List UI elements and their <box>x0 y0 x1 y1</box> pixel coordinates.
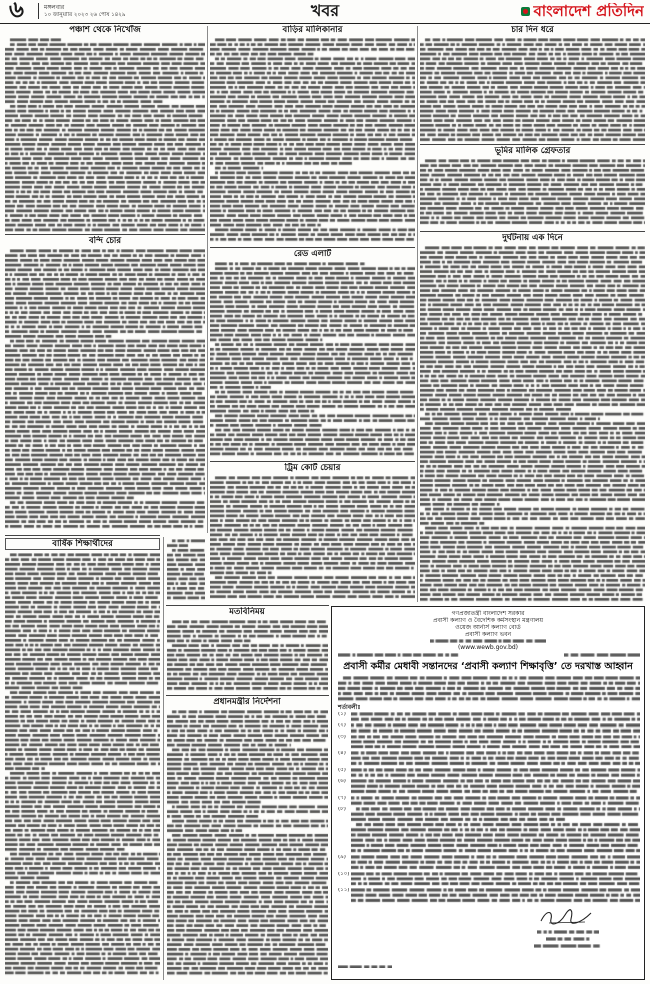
ad-date <box>564 653 640 657</box>
article-body <box>167 539 205 602</box>
article-body <box>420 159 645 228</box>
ad-title: প্রবাসী কর্মীর মেধাবী সন্তানদের ‘প্রবাসী কল্যাণ শিক্ষাবৃত্তি’ তে দরখাস্ত আহ্বান <box>343 661 633 672</box>
ad-board: ওয়েজ আর্নার্স কল্যাণ বোর্ড <box>455 624 521 631</box>
condition-item <box>338 855 640 871</box>
ad-conditions-list <box>338 712 640 905</box>
headline: প্রধানমন্ত্রীর নির্দেশনা <box>213 697 281 707</box>
ad-government: গণপ্রজাতন্ত্রী বাংলাদেশ সরকার <box>451 610 525 617</box>
condition-item <box>338 872 640 888</box>
condition-number: (৩) <box>338 734 346 740</box>
headline: বার্ষিক শিক্ষার্থীদের <box>5 538 160 550</box>
article-body <box>210 476 415 602</box>
section-title: খবর <box>310 1 340 20</box>
signatory-office <box>534 944 602 948</box>
logo-emblem-icon <box>521 7 530 16</box>
headline: চার দিন ধরে <box>511 25 554 35</box>
headline: বাড়ির মালিকানার <box>282 25 343 35</box>
article-rule <box>210 247 415 248</box>
column-rule <box>207 26 208 533</box>
article-body <box>167 710 328 978</box>
condition-item <box>338 807 640 854</box>
article-body <box>420 246 645 602</box>
condition-text <box>351 779 640 795</box>
article-rule <box>210 461 415 462</box>
condition-text <box>351 735 640 751</box>
weekday: মঙ্গলবার <box>44 4 65 11</box>
logo-text: বাংলাদেশ প্রতিদিন <box>533 3 644 19</box>
condition-number: (৬) <box>338 779 346 785</box>
condition-text <box>351 855 640 871</box>
government-advertisement <box>331 606 645 980</box>
condition-number: (৫) <box>338 767 346 773</box>
condition-text <box>351 888 640 904</box>
article-body <box>420 38 645 142</box>
signatory-designation <box>546 937 590 941</box>
ad-building: প্রবাসী কল্যাণ ভবন <box>464 631 512 638</box>
condition-item <box>338 751 640 767</box>
condition-number: (১১) <box>338 888 350 894</box>
ad-website: (www.wewb.gov.bd) <box>457 644 519 651</box>
condition-item <box>338 768 640 778</box>
condition-number: (৭) <box>338 795 346 801</box>
headline: মতবিনিময় <box>229 607 265 617</box>
condition-number: (৯) <box>338 855 346 861</box>
condition-item <box>338 796 640 806</box>
headline: ভূমির মালিক গ্রেফতার <box>494 146 571 156</box>
condition-text <box>351 796 640 806</box>
condition-text <box>351 768 640 778</box>
condition-text <box>351 723 640 733</box>
article-body <box>5 249 205 532</box>
condition-number: (১০) <box>338 871 350 877</box>
article-rule <box>420 144 645 145</box>
masthead-logo <box>521 3 644 19</box>
issue-date: ১০ জানুয়ারি ২০২৩ ২৬ পৌষ ১৪২৯ <box>44 12 126 18</box>
condition-number: (১) <box>338 712 346 717</box>
ad-intro-paragraph <box>338 676 640 702</box>
article-rule <box>166 695 329 696</box>
headline: দুর্ঘটনায় এক দিনে <box>502 233 563 243</box>
page-number: ৬ <box>9 0 24 23</box>
article-body <box>5 38 205 232</box>
condition-item <box>338 712 640 722</box>
article-rule <box>5 234 205 235</box>
headline: বন্দি চোর <box>88 236 122 246</box>
condition-number: (৪) <box>338 751 346 757</box>
condition-text <box>351 751 640 767</box>
signatory-name <box>537 930 599 934</box>
headline: পঞ্চাশ থেকে নিখোঁজ <box>69 25 141 35</box>
condition-text <box>351 712 640 722</box>
article-body <box>210 38 415 244</box>
ad-terms-label: শর্তাবলীঃ <box>338 704 361 711</box>
article-body <box>210 262 415 458</box>
condition-item <box>338 735 640 751</box>
condition-number: (৮) <box>338 807 346 813</box>
article-rule <box>5 535 160 536</box>
column-rule <box>163 537 164 980</box>
article-rule <box>420 231 645 232</box>
ad-code <box>338 965 392 968</box>
article-body <box>5 553 160 978</box>
condition-item <box>338 779 640 795</box>
article-rule <box>166 605 329 606</box>
headline: রেড এলার্ট <box>293 249 332 259</box>
condition-number: (২) <box>338 723 346 729</box>
ad-reference-number <box>338 653 460 657</box>
condition-item <box>338 723 640 733</box>
ad-address <box>430 639 546 643</box>
condition-text <box>351 807 640 854</box>
headline: ট্রিম কোর্ট চেয়ার <box>284 463 341 473</box>
column-rule <box>417 26 418 602</box>
condition-item <box>338 888 640 904</box>
ad-ministry: প্রবাসী কল্যাণ ও বৈদেশিক কর্মসংস্থান মন্ত্রণালয় <box>433 617 543 624</box>
signature-icon <box>537 907 597 927</box>
article-body <box>167 620 328 693</box>
header-rule <box>0 23 650 24</box>
condition-text <box>351 872 640 888</box>
